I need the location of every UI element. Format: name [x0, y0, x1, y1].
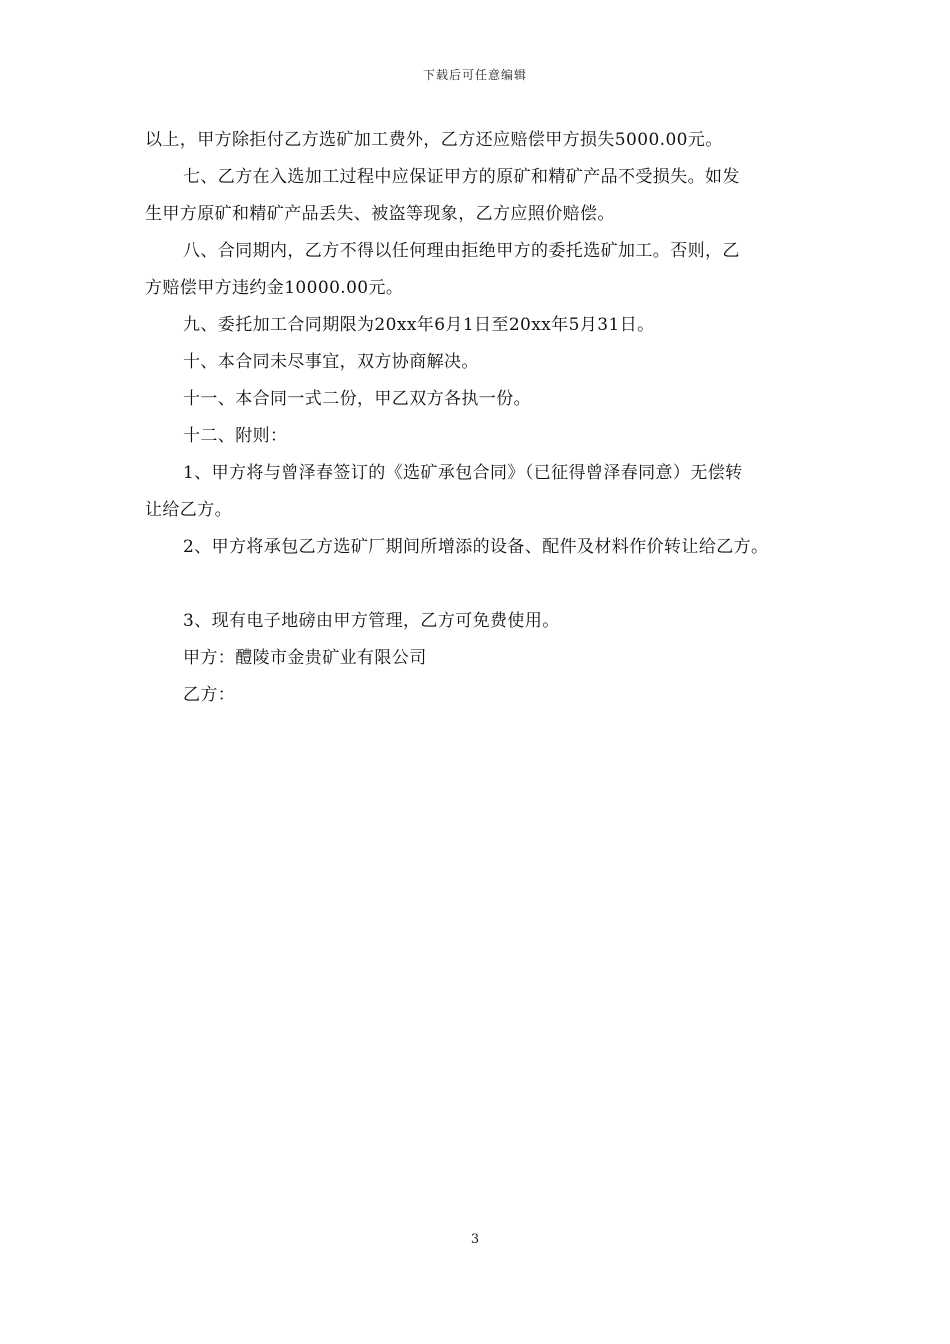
- clause-8-line-2: 方赔偿甲方违约金10000.00元。: [145, 278, 404, 298]
- page-number: 3: [470, 1232, 480, 1247]
- clause-11: 十一、本合同一式二份，甲乙双方各执一份。: [183, 389, 531, 409]
- page-header: 下载后可任意编辑: [422, 68, 527, 82]
- clause-10: 十、本合同未尽事宜，双方协商解决。: [183, 352, 479, 372]
- clause-9: 九、委托加工合同期限为20xx年6月1日至20xx年5月31日。: [183, 315, 655, 335]
- clause-8-line-1: 八、合同期内，乙方不得以任何理由拒绝甲方的委托选矿加工。否则，乙: [183, 241, 740, 261]
- party-b-signature: 乙方：: [183, 685, 236, 705]
- document-body: [145, 122, 815, 714]
- paragraph-continuation: 以上，甲方除拒付乙方选矿加工费外，乙方还应赔偿甲方损失5000.00元。: [145, 130, 723, 150]
- clause-7-line-1: 七、乙方在入选加工过程中应保证甲方的原矿和精矿产品不受损失。如发: [183, 167, 740, 187]
- clause-7-line-2: 生甲方原矿和精矿产品丢失、被盗等现象，乙方应照价赔偿。: [145, 204, 615, 224]
- blank-line: [145, 566, 815, 603]
- party-a-signature: 甲方：醴陵市金贵矿业有限公司: [183, 648, 427, 668]
- appendix-item-1-line-1: 1、甲方将与曾泽春签订的《选矿承包合同》（已征得曾泽春同意）无偿转: [183, 463, 743, 483]
- appendix-item-2: 2、甲方将承包乙方选矿厂期间所增添的设备、配件及材料作价转让给乙方。: [183, 537, 769, 557]
- appendix-item-3: 3、现有电子地磅由甲方管理，乙方可免费使用。: [183, 611, 560, 631]
- clause-12-heading: 十二、附则：: [183, 426, 288, 446]
- appendix-item-1-line-2: 让给乙方。: [145, 500, 232, 520]
